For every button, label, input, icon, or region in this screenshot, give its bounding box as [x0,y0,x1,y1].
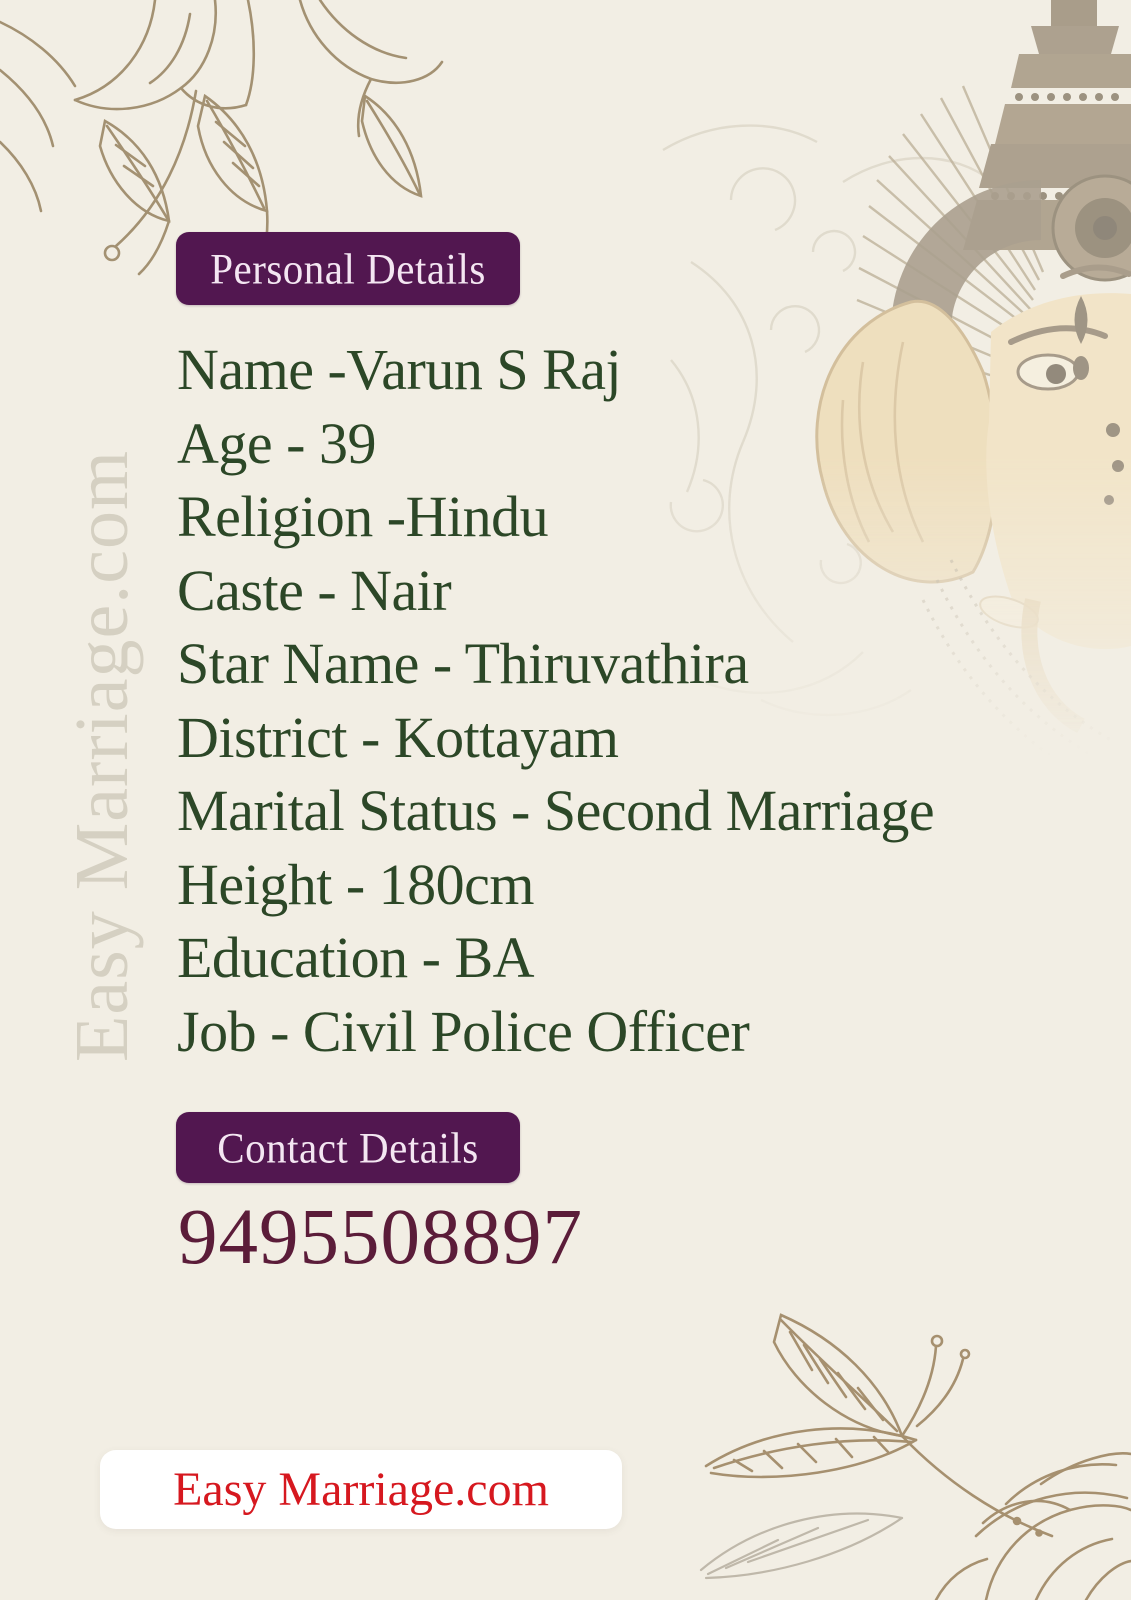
detail-line-marital-status: Marital Status - Second Marriage [177,778,935,843]
floral-bottomright-decoration-icon [686,1270,1131,1600]
detail-line-religion: Religion -Hindu [177,484,549,549]
watermark-text: Easy Marriage.com [60,449,144,1062]
detail-line-height: Height - 180cm [177,851,535,917]
detail-line-caste: Caste - Nair [177,557,452,623]
personal-details-list [177,333,1077,1068]
detail-line-age: Age - 39 [177,410,376,476]
detail-line-job: Job - Civil Police Officer [177,998,750,1064]
detail-line-education: Education - BA [177,925,535,990]
detail-line-district: District - Kottayam [177,704,619,770]
brand-footer-text: Easy Marriage.com [173,1463,549,1516]
detail-line-name: Name -Varun S Raj [177,337,622,402]
contact-details-badge [176,1112,520,1183]
personal-details-badge-label: Personal Details [210,244,486,293]
personal-details-badge [176,232,520,305]
phone-number: 9495508897 [178,1194,583,1281]
contact-details-badge-label: Contact Details [217,1123,479,1172]
brand-footer-box [100,1450,622,1529]
detail-line-star-name: Star Name - Thiruvathira [177,631,749,696]
